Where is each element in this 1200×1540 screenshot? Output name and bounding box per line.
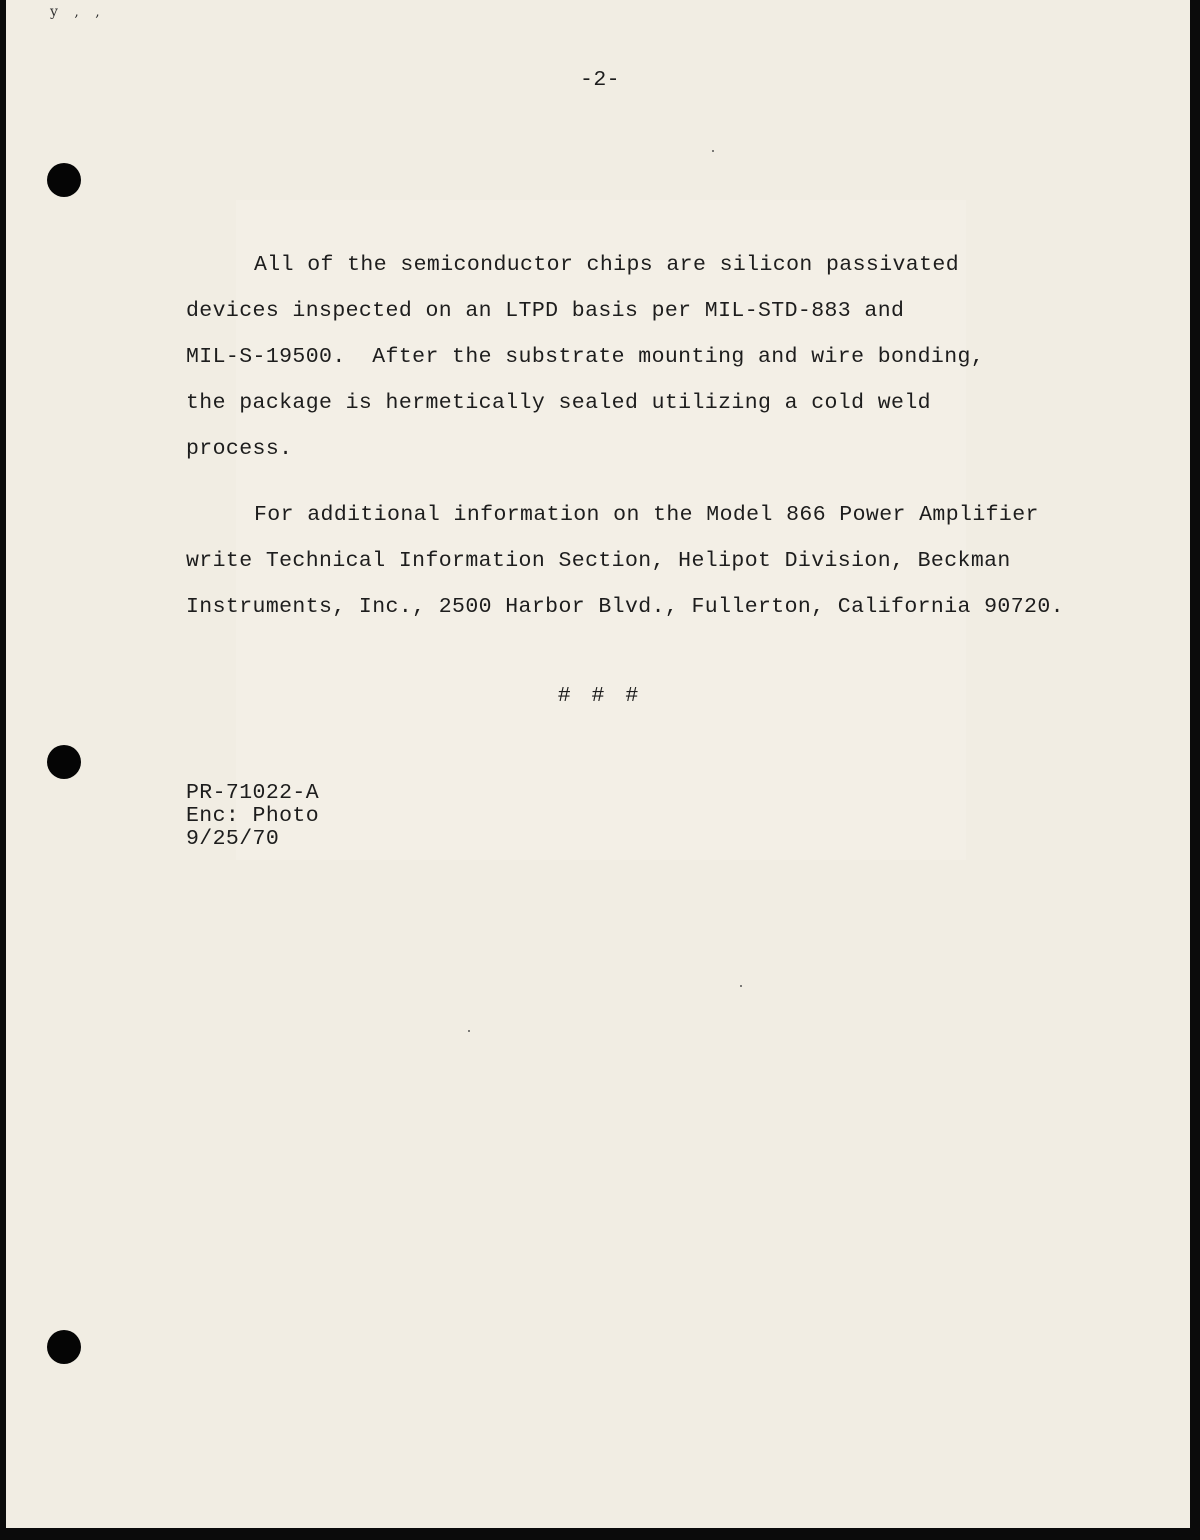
- paper-speck: [468, 1030, 470, 1032]
- enclosure-note: Enc: Photo: [186, 804, 320, 828]
- paragraph-line: process.: [186, 437, 293, 461]
- corner-marks: y , ,: [50, 4, 106, 20]
- paper-speck: [740, 985, 742, 987]
- document-page: [6, 0, 1190, 1528]
- paper-speck: [712, 150, 714, 152]
- paragraph-line: Instruments, Inc., 2500 Harbor Blvd., Fullerton, California 90720.: [186, 595, 1064, 619]
- paragraph-line: For additional information on the Model 866 Power Amplifier: [254, 503, 1039, 527]
- paragraph-additional-information: [186, 492, 1086, 630]
- release-date: 9/25/70: [186, 827, 280, 851]
- paragraph-line: write Technical Information Section, Helipot Division, Beckman: [186, 549, 1011, 573]
- punch-hole-top: [47, 163, 81, 197]
- punch-hole-bottom: [47, 1330, 81, 1364]
- page-number: -2-: [580, 68, 620, 92]
- paragraph-semiconductor-chips: [186, 242, 1086, 472]
- punch-hole-middle: [47, 745, 81, 779]
- paragraph-line: All of the semiconductor chips are silicon passivated: [254, 253, 960, 277]
- release-reference-number: PR-71022-A: [186, 781, 320, 805]
- paragraph-line: the package is hermetically sealed utilizing a cold weld: [186, 391, 931, 415]
- footer-reference-block: [186, 782, 319, 851]
- paragraph-line: devices inspected on an LTPD basis per MIL-STD-883 and: [186, 299, 905, 323]
- paragraph-line: MIL-S-19500. After the substrate mounting and wire bonding,: [186, 345, 985, 369]
- end-of-release-mark: # # #: [557, 684, 643, 708]
